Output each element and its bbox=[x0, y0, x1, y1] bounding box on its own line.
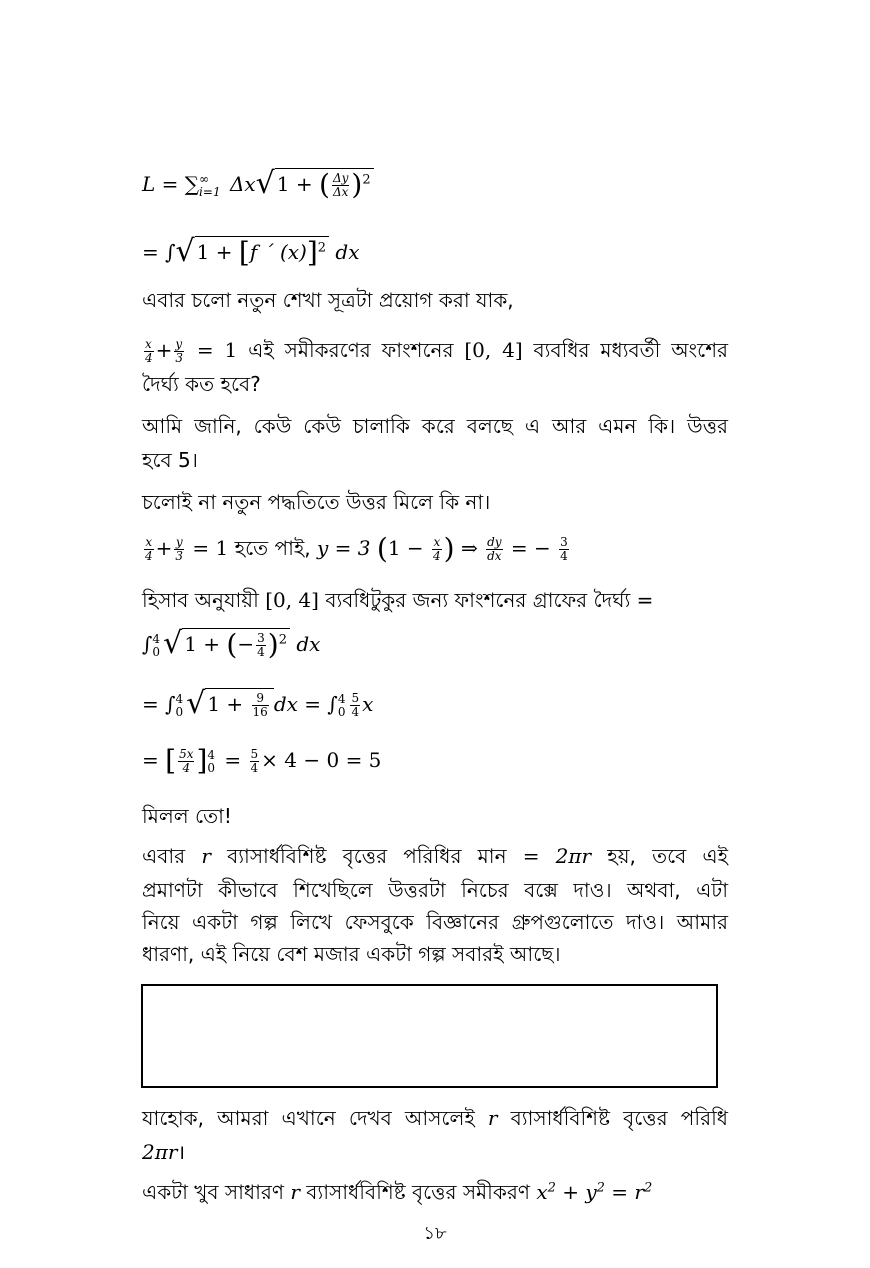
text-segment: একটা খুব সাধারণ bbox=[142, 1180, 285, 1204]
exponent: 2 bbox=[278, 632, 287, 648]
implies: ⇒ bbox=[460, 536, 478, 560]
frac-num: y bbox=[175, 535, 183, 549]
paren: ( bbox=[376, 532, 388, 565]
paragraph-circle-line2: প্রমাণটা কীভাবে শিখেছিলে উত্তরটা নিচের বক্সে দাও। অথবা, এটা bbox=[142, 878, 728, 902]
text-segment: যাহোক, আমরা এখানে দেখব আসলেই bbox=[142, 1106, 475, 1130]
sqrt-sign: √ bbox=[186, 686, 206, 721]
frac-num: x bbox=[433, 535, 441, 549]
text-segment: হিসাব অনুযায়ী bbox=[142, 588, 259, 612]
frac-den: 4 bbox=[182, 761, 191, 775]
sqrt-sign: √ bbox=[175, 234, 195, 269]
answer-box[interactable] bbox=[141, 984, 718, 1088]
plus: + bbox=[215, 240, 233, 264]
equation-line bbox=[142, 337, 238, 365]
frac-den: 4 bbox=[560, 549, 568, 563]
exponent: 2 bbox=[362, 172, 371, 188]
text-segment: ব্যবধির মধ্যবর্তী অংশের bbox=[533, 338, 729, 362]
frac-den: 4 bbox=[351, 705, 360, 719]
dx: dx bbox=[273, 692, 298, 716]
fraction-x-4 bbox=[432, 536, 442, 563]
paragraph-circle-line3: নিয়ে একটা গল্প লিখে ফেসবুকে বিজ্ঞানের গ্রুপগুলোতে দাও। আমার bbox=[142, 910, 728, 934]
text-segment: হয়, তবে এই bbox=[607, 844, 729, 868]
dx: dx bbox=[335, 240, 360, 264]
frac-num: dy bbox=[487, 535, 502, 549]
equation-derivative bbox=[142, 534, 728, 563]
integral-limits bbox=[152, 633, 160, 659]
paren: ) bbox=[351, 168, 363, 201]
frac-num: x bbox=[145, 337, 152, 351]
plus-y: + y bbox=[555, 1180, 597, 1204]
paragraph-circle-equation bbox=[142, 1178, 728, 1206]
one: 1 bbox=[184, 632, 197, 656]
fraction-x-4 bbox=[144, 536, 154, 563]
fraction-x-4 bbox=[144, 338, 154, 365]
sqrt-body bbox=[182, 628, 290, 660]
fraction-y-3 bbox=[174, 338, 184, 365]
lower-limit: 0 bbox=[152, 644, 161, 659]
one: 1 bbox=[207, 692, 221, 716]
sum-symbol: ∑ bbox=[184, 172, 200, 196]
var-r: r bbox=[201, 844, 211, 868]
frac-num: 3 bbox=[257, 631, 265, 645]
sqrt-sign: √ bbox=[255, 166, 275, 201]
upper-limit: 4 bbox=[207, 747, 216, 762]
var-x: x bbox=[362, 692, 374, 716]
frac-num: Δy bbox=[332, 171, 349, 185]
multiplication-result: × 4 − 0 = 5 bbox=[261, 748, 382, 772]
bracket: [ bbox=[165, 744, 177, 777]
text-segment: এই সমীকরণের ফাংশনের bbox=[248, 338, 454, 362]
frac-num: 5 bbox=[250, 747, 259, 761]
paragraph-circumference-line1 bbox=[142, 1104, 728, 1132]
frac-den: 4 bbox=[250, 761, 259, 775]
page-number: ১৮ bbox=[423, 1223, 447, 1244]
sqrt-body bbox=[275, 168, 374, 200]
var-r: r bbox=[487, 1106, 498, 1130]
sqrt-body bbox=[195, 236, 329, 268]
delta-x: Δx bbox=[229, 172, 256, 196]
frac-den: 3 bbox=[175, 549, 184, 563]
y-equals: y = 3 bbox=[317, 536, 371, 560]
upper-limit: 4 bbox=[152, 631, 161, 646]
sqrt-body bbox=[205, 688, 274, 719]
paragraph-answer-line2: হবে 5। bbox=[142, 448, 198, 472]
lower-limit: 0 bbox=[175, 704, 184, 719]
fraction-3-4 bbox=[256, 632, 266, 659]
sqrt-sign: √ bbox=[163, 626, 183, 661]
frac-den: Δx bbox=[332, 185, 349, 199]
integral-sign: ∫ bbox=[142, 632, 153, 656]
text-segment: এবার bbox=[142, 844, 186, 868]
equation-part bbox=[142, 535, 229, 563]
lower-limit: 0 bbox=[207, 760, 216, 775]
frac-num: 5x bbox=[179, 747, 194, 761]
frac-num: 3 bbox=[560, 535, 568, 549]
equals: = bbox=[224, 748, 242, 772]
frac-num: y bbox=[175, 337, 183, 351]
text-segment: । bbox=[177, 1140, 186, 1164]
paren: ) bbox=[267, 628, 279, 661]
text-segment: ব্যবধিটুকুর জন্য ফাংশনের গ্রাফের দৈর্ঘ্য = bbox=[325, 588, 654, 612]
two-pi-r: 2πr bbox=[142, 1140, 178, 1164]
paragraph-try-method: চলোই না নতুন পদ্ধতিতে উত্তর মিলে কি না। bbox=[142, 490, 491, 514]
integral-limits bbox=[176, 693, 184, 719]
fraction-5x-4 bbox=[178, 748, 194, 775]
fraction-dy-dx bbox=[332, 172, 349, 199]
fraction-dy-dx bbox=[486, 536, 502, 563]
equals-one: = 1 bbox=[192, 536, 229, 560]
frac-den: dx bbox=[487, 549, 502, 563]
paren: ) bbox=[443, 532, 455, 565]
paragraph-circle-line4: ধারণা, এই নিয়ে বেশ মজার একটা গল্প সবারই আছে। bbox=[142, 942, 561, 966]
text-segment: ব্যাসার্ধবিশিষ্ট বৃত্তের পরিধি bbox=[510, 1106, 728, 1130]
formula-integral-result bbox=[142, 746, 728, 786]
one-minus: 1 − bbox=[387, 536, 424, 560]
paragraph-problem-line2: দৈর্ঘ্য কত হবে? bbox=[142, 372, 261, 396]
exponent: 2 bbox=[547, 1180, 556, 1196]
paren: ( bbox=[226, 628, 238, 661]
paragraph-answer-line1: আমি জানি, কেউ কেউ চালাকি করে বলছে এ আর এমন কি। উত্তর bbox=[142, 414, 728, 438]
formula-integral-step2 bbox=[142, 688, 728, 728]
one-plus: 1 + bbox=[276, 172, 313, 196]
equals-two-pi-r: = 2πr bbox=[522, 844, 592, 868]
text-segment: হতে পাই, bbox=[234, 536, 311, 560]
fraction-5-4 bbox=[250, 748, 260, 775]
frac-den: 4 bbox=[257, 645, 265, 659]
equals-r: = r bbox=[604, 1180, 644, 1204]
equals: = bbox=[142, 692, 159, 716]
plus: + bbox=[226, 692, 244, 716]
formula-integral-step1 bbox=[142, 628, 728, 668]
evaluation-limits bbox=[207, 749, 215, 775]
text-segment: ব্যাসার্ধবিশিষ্ট বৃত্তের পরিধির মান bbox=[227, 844, 507, 868]
frac-num: x bbox=[145, 535, 153, 549]
frac-num: 9 bbox=[252, 692, 269, 706]
fraction-5-4 bbox=[350, 692, 360, 719]
var-r: r bbox=[290, 1180, 300, 1204]
sum-lower: i=1 bbox=[199, 184, 221, 199]
paragraph-circle-line1 bbox=[142, 842, 728, 870]
equals: = bbox=[142, 748, 159, 772]
minus: − bbox=[237, 632, 255, 656]
paren: ( bbox=[319, 168, 330, 201]
circle-equation bbox=[536, 1180, 652, 1204]
dx: dx bbox=[296, 632, 321, 656]
sum-upper: ∞ bbox=[199, 171, 210, 186]
formula-arc-length-sum bbox=[142, 168, 728, 216]
var-x: x bbox=[536, 1180, 548, 1204]
exponent: 2 bbox=[317, 240, 327, 256]
frac-den: 4 bbox=[433, 549, 441, 563]
paragraph-calculation bbox=[142, 586, 728, 614]
plus: + bbox=[155, 536, 173, 560]
f-prime-x: f ´ (x) bbox=[249, 240, 307, 264]
paragraph-apply-formula: এবার চলো নতুন শেখা সূত্রটা প্রয়োগ করা যাক, bbox=[142, 288, 514, 312]
formula-arc-length-integral bbox=[142, 236, 728, 272]
upper-limit: 4 bbox=[175, 691, 184, 706]
equals-one: = 1 bbox=[196, 338, 238, 362]
sum-limits bbox=[199, 173, 221, 199]
paragraph-circumference-line2 bbox=[142, 1138, 728, 1166]
paragraph-problem-line1 bbox=[142, 336, 728, 365]
integral-sign: ∫ bbox=[165, 240, 176, 264]
plus: + bbox=[155, 338, 173, 362]
equation-part bbox=[317, 532, 571, 565]
integral-sign: ∫ bbox=[165, 692, 176, 716]
equals: = bbox=[161, 172, 179, 196]
fraction-y-3 bbox=[174, 536, 184, 563]
frac-den: 16 bbox=[252, 705, 268, 719]
frac-den: 3 bbox=[175, 351, 184, 365]
bracket: ] bbox=[306, 236, 318, 269]
equals-minus: = − bbox=[510, 536, 551, 560]
frac-den: 4 bbox=[145, 351, 153, 365]
equals: = bbox=[142, 240, 159, 264]
fraction-3-4 bbox=[559, 536, 569, 563]
var-L: L bbox=[142, 172, 156, 196]
text-segment: ব্যাসার্ধবিশিষ্ট বৃত্তের সমীকরণ bbox=[306, 1180, 530, 1204]
one: 1 bbox=[196, 240, 210, 264]
interval: [0, 4] bbox=[265, 588, 319, 612]
exponent: 2 bbox=[644, 1180, 653, 1196]
exponent: 2 bbox=[596, 1180, 605, 1196]
plus: + bbox=[203, 632, 221, 656]
bracket: ] bbox=[196, 744, 208, 777]
bracket: [ bbox=[238, 236, 250, 269]
frac-num: 5 bbox=[351, 691, 360, 705]
fraction-9-16 bbox=[252, 692, 269, 719]
equals-integral: = ∫ bbox=[304, 692, 338, 716]
paragraph-matched: মিলল তো! bbox=[142, 804, 232, 828]
upper-limit: 4 bbox=[337, 691, 346, 706]
lower-limit: 0 bbox=[337, 704, 346, 719]
interval: [0, 4] bbox=[464, 338, 523, 362]
integral-limits bbox=[338, 693, 346, 719]
frac-den: 4 bbox=[145, 549, 153, 563]
